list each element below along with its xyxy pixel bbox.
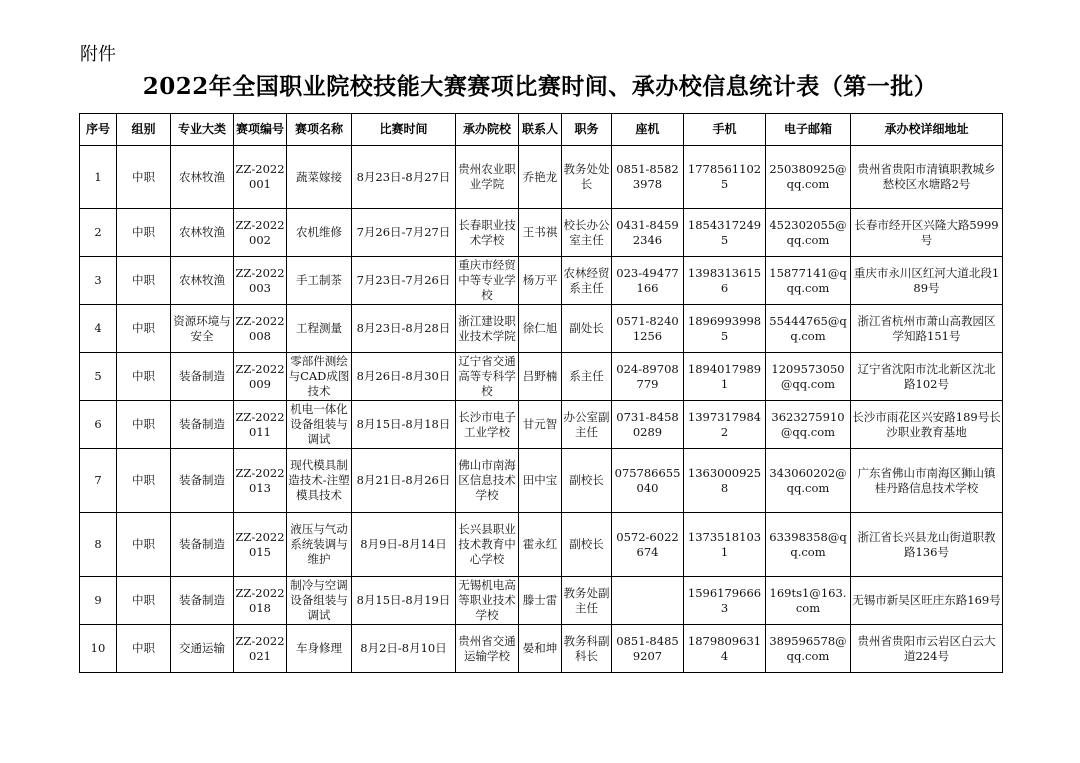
col-header-time: 比赛时间 [352,114,456,146]
col-header-code: 赛项编号 [234,114,287,146]
cell-position: 副校长 [562,449,612,513]
table-row [80,257,1003,305]
cell-no: 6 [80,401,117,449]
cell-address: 辽宁省沈阳市沈北新区沈北路102号 [851,353,1003,401]
cell-no: 4 [80,305,117,353]
cell-address: 广东省佛山市南海区狮山镇桂丹路信息技术学校 [851,449,1003,513]
cell-category: 农林牧渔 [171,209,234,257]
cell-mobile: 18940179891 [684,353,766,401]
cell-school: 浙江建设职业技术学院 [456,305,519,353]
cell-code: ZZ-2022021 [234,625,287,673]
col-header-position: 职务 [562,114,612,146]
cell-address: 浙江省长兴县龙山街道职教路136号 [851,513,1003,577]
cell-contact: 滕士雷 [519,577,562,625]
cell-no: 10 [80,625,117,673]
cell-contact: 徐仁旭 [519,305,562,353]
annex-label: 附件 [80,44,116,65]
cell-category: 农林牧渔 [171,257,234,305]
cell-landline: 0731-84580289 [612,401,684,449]
table-row [80,353,1003,401]
cell-landline: 024-89708779 [612,353,684,401]
cell-mobile: 13630009258 [684,449,766,513]
cell-landline: 023-49477166 [612,257,684,305]
cell-landline: 0571-82401256 [612,305,684,353]
cell-address: 贵州省贵阳市云岩区白云大道224号 [851,625,1003,673]
cell-no: 7 [80,449,117,513]
table-row [80,305,1003,353]
cell-email: 3623275910@qq.com [766,401,851,449]
cell-contact: 甘元智 [519,401,562,449]
cell-landline: 0572-6022674 [612,513,684,577]
document-title: 2022年全国职业院校技能大赛赛项比赛时间、承办校信息统计表（第一批） [142,73,938,100]
cell-time: 8月15日-8月19日 [352,577,456,625]
cell-school: 辽宁省交通高等专科学校 [456,353,519,401]
cell-code: ZZ-2022018 [234,577,287,625]
cell-group: 中职 [117,146,171,209]
cell-contact: 吕野楠 [519,353,562,401]
cell-landline: 0851-85823978 [612,146,684,209]
cell-group: 中职 [117,401,171,449]
cell-group: 中职 [117,209,171,257]
cell-mobile: 13973179842 [684,401,766,449]
col-header-landline: 座机 [612,114,684,146]
cell-landline: 075786655040 [612,449,684,513]
cell-no: 5 [80,353,117,401]
cell-address: 重庆市永川区红河大道北段189号 [851,257,1003,305]
cell-landline: 0431-84592346 [612,209,684,257]
cell-email: 169ts1@163.com [766,577,851,625]
cell-school: 长兴县职业技术教育中心学校 [456,513,519,577]
col-header-no: 序号 [80,114,117,146]
cell-code: ZZ-2022015 [234,513,287,577]
cell-school: 无锡机电高等职业技术学校 [456,577,519,625]
cell-position: 教务处处长 [562,146,612,209]
cell-position: 农林经贸系主任 [562,257,612,305]
cell-code: ZZ-2022013 [234,449,287,513]
cell-name: 工程测量 [287,305,352,353]
cell-no: 3 [80,257,117,305]
cell-contact: 杨万平 [519,257,562,305]
cell-landline: 0851-84859207 [612,625,684,673]
cell-no: 1 [80,146,117,209]
cell-code: ZZ-2022011 [234,401,287,449]
cell-code: ZZ-2022008 [234,305,287,353]
cell-school: 长沙市电子工业学校 [456,401,519,449]
cell-category: 农林牧渔 [171,146,234,209]
cell-mobile: 18543172495 [684,209,766,257]
cell-mobile: 17785611025 [684,146,766,209]
table-row [80,449,1003,513]
cell-email: 63398358@qq.com [766,513,851,577]
cell-category: 资源环境与安全 [171,305,234,353]
cell-group: 中职 [117,449,171,513]
table-row [80,209,1003,257]
cell-email: 452302055@qq.com [766,209,851,257]
col-header-name: 赛项名称 [287,114,352,146]
cell-position: 教务科副科长 [562,625,612,673]
col-header-category: 专业大类 [171,114,234,146]
col-header-address: 承办校详细地址 [851,114,1003,146]
cell-address: 无锡市新吴区旺庄东路169号 [851,577,1003,625]
cell-name: 蔬菜嫁接 [287,146,352,209]
cell-mobile: 13735181031 [684,513,766,577]
cell-email: 1209573050@qq.com [766,353,851,401]
cell-contact: 乔艳龙 [519,146,562,209]
cell-mobile: 13983136156 [684,257,766,305]
cell-group: 中职 [117,257,171,305]
cell-time: 8月26日-8月30日 [352,353,456,401]
table-row [80,146,1003,209]
schedule-table [79,113,1003,673]
cell-time: 8月2日-8月10日 [352,625,456,673]
cell-name: 农机维修 [287,209,352,257]
cell-name: 车身修理 [287,625,352,673]
col-header-mobile: 手机 [684,114,766,146]
table-row [80,513,1003,577]
cell-time: 8月23日-8月28日 [352,305,456,353]
cell-mobile: 18798096314 [684,625,766,673]
cell-code: ZZ-2022009 [234,353,287,401]
table-row [80,577,1003,625]
cell-mobile: 15961796663 [684,577,766,625]
cell-time: 8月21日-8月26日 [352,449,456,513]
cell-code: ZZ-2022002 [234,209,287,257]
cell-contact: 晏和坤 [519,625,562,673]
cell-time: 8月9日-8月14日 [352,513,456,577]
cell-category: 装备制造 [171,577,234,625]
cell-name: 液压与气动系统装调与维护 [287,513,352,577]
cell-group: 中职 [117,513,171,577]
cell-code: ZZ-2022001 [234,146,287,209]
cell-contact: 王书祺 [519,209,562,257]
cell-category: 交通运输 [171,625,234,673]
cell-name: 零部件测绘与CAD成图技术 [287,353,352,401]
cell-name: 手工制茶 [287,257,352,305]
cell-school: 佛山市南海区信息技术学校 [456,449,519,513]
cell-position: 系主任 [562,353,612,401]
cell-contact: 霍永红 [519,513,562,577]
cell-email: 15877141@qqq.com [766,257,851,305]
cell-contact: 田中宝 [519,449,562,513]
cell-address: 贵州省贵阳市清镇职教城乡愁校区水塘路2号 [851,146,1003,209]
cell-mobile: 18969939985 [684,305,766,353]
cell-school: 长春职业技术学校 [456,209,519,257]
cell-no: 2 [80,209,117,257]
col-header-group: 组别 [117,114,171,146]
cell-category: 装备制造 [171,353,234,401]
cell-address: 长春市经开区兴隆大路5999号 [851,209,1003,257]
cell-group: 中职 [117,625,171,673]
cell-name: 现代模具制造技术-注塑模具技术 [287,449,352,513]
cell-category: 装备制造 [171,513,234,577]
cell-no: 8 [80,513,117,577]
col-header-email: 电子邮箱 [766,114,851,146]
cell-school: 贵州省交通运输学校 [456,625,519,673]
cell-address: 浙江省杭州市萧山高教园区学知路151号 [851,305,1003,353]
cell-group: 中职 [117,305,171,353]
cell-no: 9 [80,577,117,625]
cell-email: 250380925@qq.com [766,146,851,209]
col-header-school: 承办院校 [456,114,519,146]
cell-position: 办公室副主任 [562,401,612,449]
cell-landline [612,577,684,625]
cell-position: 校长办公室主任 [562,209,612,257]
cell-group: 中职 [117,353,171,401]
cell-email: 389596578@qq.com [766,625,851,673]
cell-school: 重庆市经贸中等专业学校 [456,257,519,305]
cell-time: 7月26日-7月27日 [352,209,456,257]
col-header-contact: 联系人 [519,114,562,146]
cell-school: 贵州农业职业学院 [456,146,519,209]
cell-email: 55444765@qq.com [766,305,851,353]
cell-position: 副校长 [562,513,612,577]
cell-address: 长沙市雨花区兴安路189号长沙职业教育基地 [851,401,1003,449]
cell-name: 制冷与空调设备组装与调试 [287,577,352,625]
cell-email: 343060202@qq.com [766,449,851,513]
cell-position: 副处长 [562,305,612,353]
cell-group: 中职 [117,577,171,625]
cell-code: ZZ-2022003 [234,257,287,305]
cell-name: 机电一体化设备组装与调试 [287,401,352,449]
cell-category: 装备制造 [171,449,234,513]
cell-time: 8月23日-8月27日 [352,146,456,209]
cell-time: 7月23日-7月26日 [352,257,456,305]
table-row [80,401,1003,449]
cell-category: 装备制造 [171,401,234,449]
cell-position: 教务处副主任 [562,577,612,625]
table-row [80,625,1003,673]
cell-time: 8月15日-8月18日 [352,401,456,449]
table-header-row [80,114,1003,146]
